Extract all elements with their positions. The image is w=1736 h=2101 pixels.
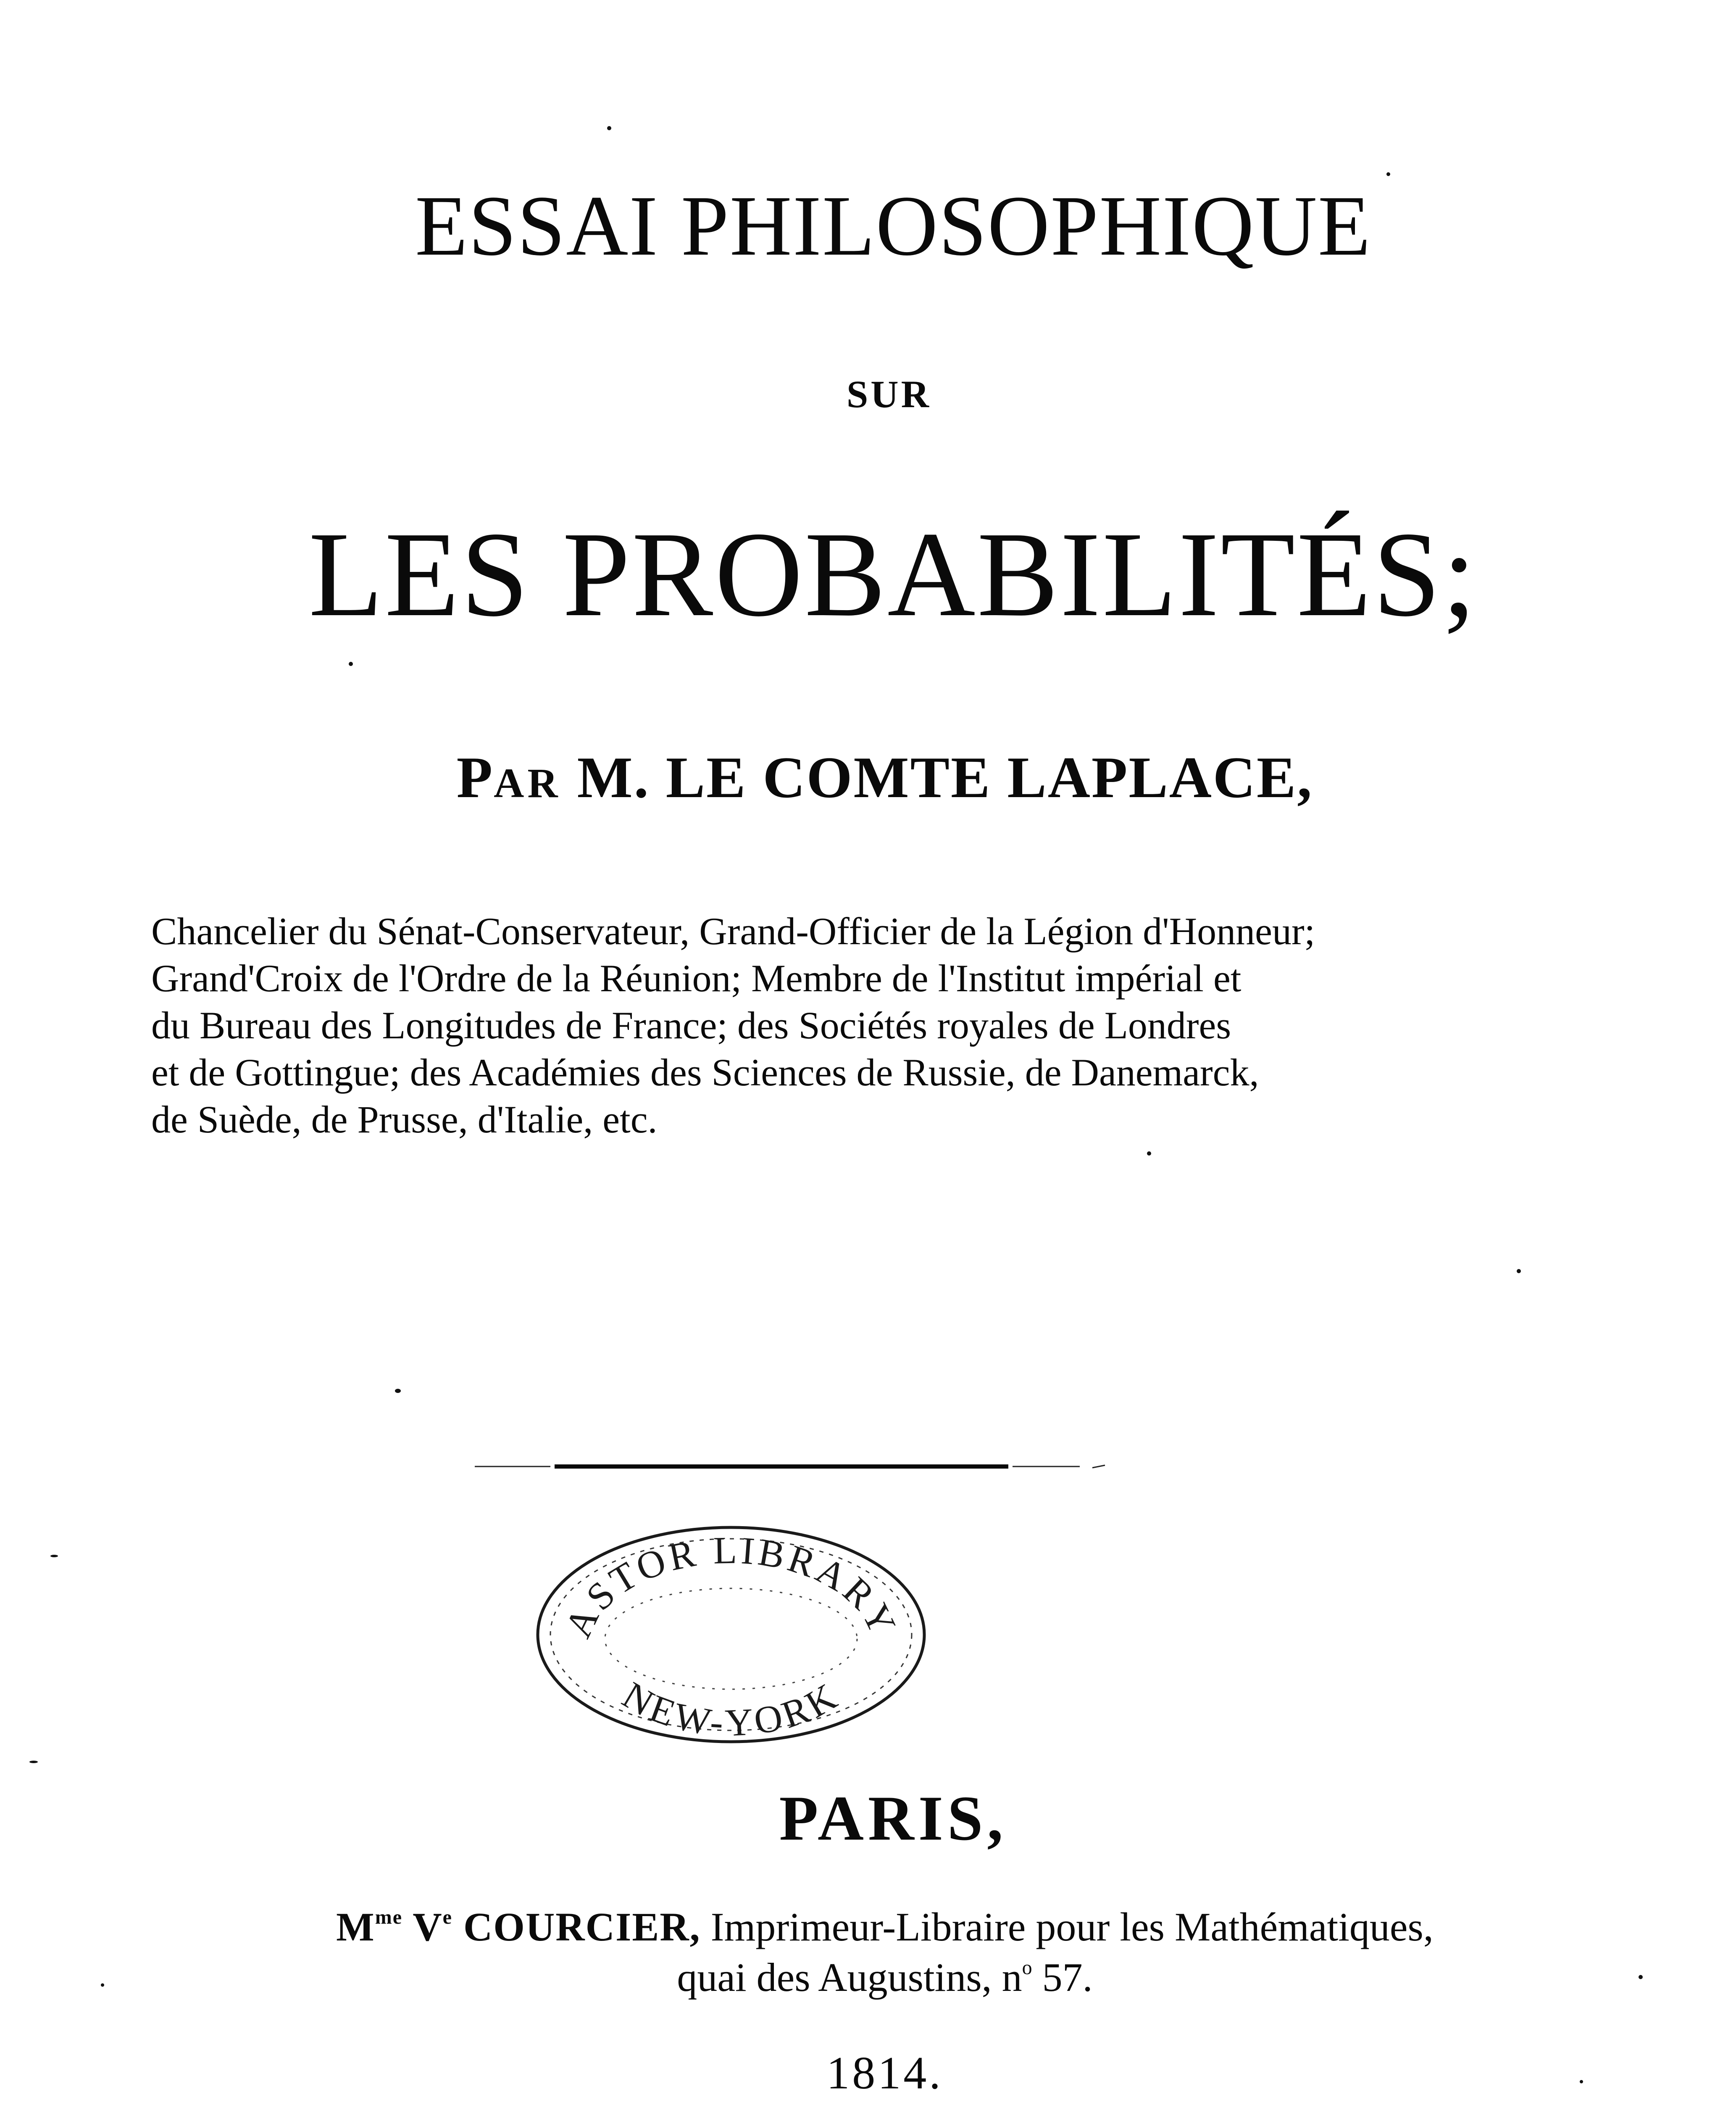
author-title-line: Chancelier du Sénat-Conservateur, Grand-Officier de la Légion d'Honneur; [151, 910, 1315, 953]
stamp-top-text: ASTOR LIBRARY [556, 1528, 906, 1644]
title-main: ESSAI PHILOSOPHIQUE [415, 178, 1372, 274]
mme-sup: me [375, 1906, 403, 1928]
author-title-line: Grand'Croix de l'Ordre de la Réunion; Membre de l'Institut impérial et [151, 957, 1242, 1000]
scan-speck [395, 1389, 401, 1393]
title-subject: LES PROBABILITÉS; [308, 507, 1478, 642]
imprint-year: 1814. [826, 2047, 943, 2098]
scan-speck [1386, 172, 1390, 176]
scan-speck [1639, 1975, 1643, 1979]
par-initial: P [456, 745, 494, 810]
veuve-abbrev: V [413, 1904, 443, 1949]
imprint-place: PARIS, [779, 1783, 1007, 1854]
scan-speck [349, 662, 353, 666]
decorative-rule [475, 1464, 1113, 1469]
imprint-publisher [17, 1904, 1736, 1950]
publisher-name: COURCIER, [463, 1904, 701, 1949]
address-no-sup: o [1022, 1956, 1032, 1979]
veuve-sup: e [442, 1906, 452, 1928]
scan-speck [1147, 1151, 1151, 1156]
author-title-line: et de Gottingue; des Académies des Sciences de Russie, de Danemarck, [151, 1051, 1259, 1094]
scan-speck [1580, 2080, 1583, 2083]
imprint-address [17, 1954, 1736, 2001]
scan-speck [1517, 1269, 1521, 1273]
scan-speck [29, 1761, 38, 1763]
address-number: 57. [1042, 1955, 1093, 2000]
stamp-bottom-text: NEW-YORK [615, 1673, 847, 1745]
author-line [17, 744, 1736, 811]
author-titles [151, 908, 1555, 1143]
par-smallcaps: AR [494, 760, 561, 806]
scan-speck [607, 126, 611, 130]
mme-abbrev: M [336, 1904, 375, 1949]
library-stamp [521, 1513, 941, 1748]
publisher-description: Imprimeur-Libraire pour les Mathématiques, [710, 1904, 1434, 1949]
author-title-line: de Suède, de Prusse, d'Italie, etc. [151, 1098, 658, 1141]
title-sur: SUR [846, 373, 932, 416]
address-street: quai des Augustins, n [677, 1955, 1022, 2000]
scan-speck [101, 1983, 104, 1987]
scan-speck [50, 1555, 58, 1557]
author-name: M. LE COMTE LAPLACE, [577, 745, 1313, 810]
author-title-line: du Bureau des Longitudes de France; des Sociétés royales de Londres [151, 1004, 1231, 1047]
